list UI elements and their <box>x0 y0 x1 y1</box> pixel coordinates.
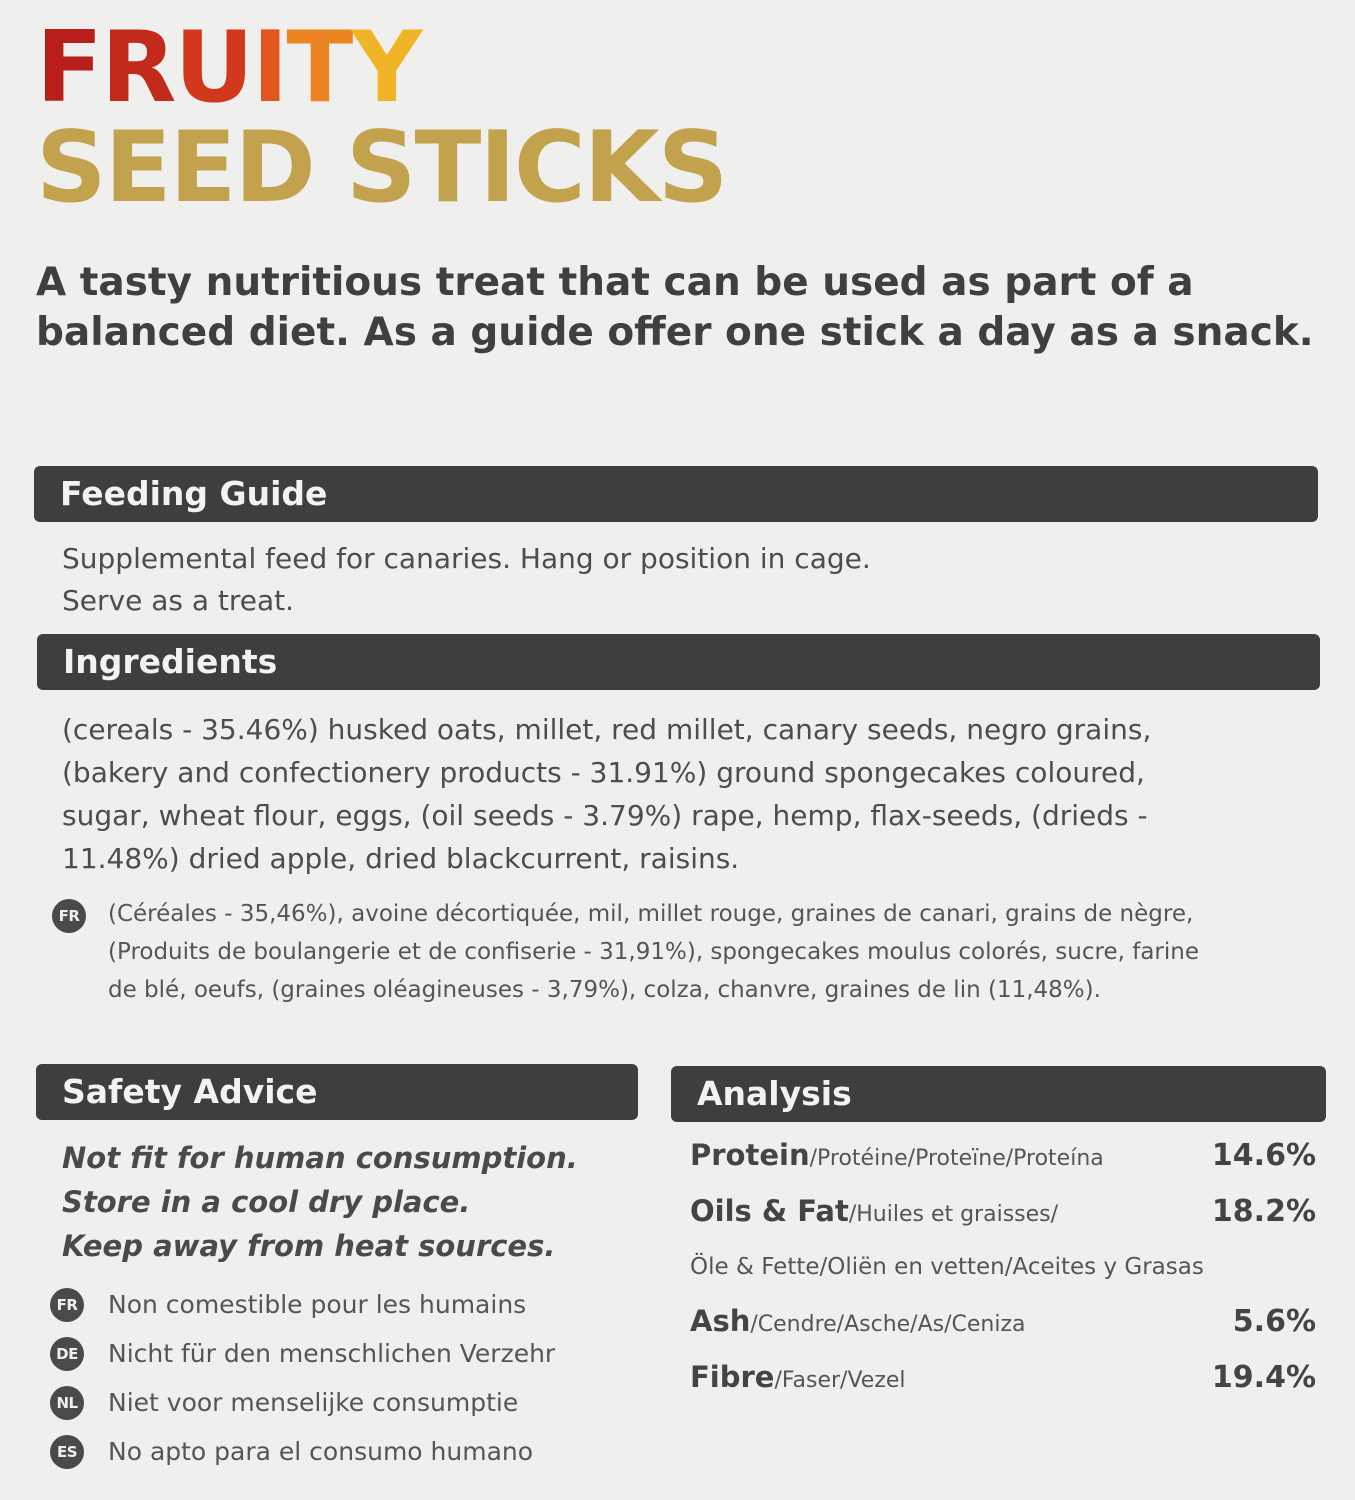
product-title <box>36 11 727 225</box>
analysis-row-ash <box>690 1304 1316 1339</box>
title-letter: T <box>286 11 352 125</box>
title-letter: R <box>100 11 175 125</box>
ingredients-text <box>62 708 1302 880</box>
feeding-guide-heading: Feeding Guide <box>34 466 1318 522</box>
product-tagline <box>36 258 1326 358</box>
safety-line: Keep away from heat sources. <box>62 1229 556 1263</box>
title-line-fruity <box>36 11 726 125</box>
lang-badge-de: DE <box>50 1337 84 1371</box>
safety-translation-text: Niet voor menselijke consumptie <box>108 1388 519 1417</box>
tagline-line-2: balanced diet. As a guide offer one stick a day as a snack. <box>36 310 1314 355</box>
feeding-guide-line-1: Supplemental feed for canaries. Hang or position in cage. <box>62 542 871 575</box>
analysis-value: 14.6% <box>1211 1138 1316 1173</box>
analysis-nutrient-name: Fibre <box>690 1360 775 1394</box>
analysis-nutrient-translations: /Faser/Vezel <box>774 1368 906 1393</box>
tagline-line-1: A tasty nutritious treat that can be used as part of a <box>36 260 1194 305</box>
ingredients-line: (bakery and confectionery products - 31.91%) ground spongecakes coloured, <box>62 756 1145 789</box>
lang-badge-es: ES <box>50 1435 84 1469</box>
ingredients-fr-line: de blé, oeufs, (graines oléagineuses - 3,79%), colza, chanvre, graines de lin (11,48%). <box>108 977 1101 1003</box>
lang-badge-nl: NL <box>50 1386 84 1420</box>
safety-advice-heading: Safety Advice <box>36 1064 638 1120</box>
analysis-value: 5.6% <box>1232 1304 1316 1339</box>
ingredients-french <box>52 895 1312 1009</box>
analysis-value: 19.4% <box>1211 1360 1316 1395</box>
analysis-row-protein <box>690 1138 1316 1173</box>
feeding-guide-text <box>62 538 871 622</box>
analysis-nutrient-translations: /Cendre/Asche/As/Ceniza <box>750 1312 1026 1337</box>
title-letter: I <box>252 11 287 125</box>
safety-advice-text <box>62 1136 578 1268</box>
safety-translation-text: No apto para el consumo humano <box>108 1437 534 1466</box>
analysis-row-fibre <box>690 1360 1316 1395</box>
lang-badge-fr: FR <box>50 1288 84 1322</box>
safety-translation-de <box>50 1329 555 1378</box>
safety-translation-es <box>50 1427 555 1476</box>
analysis-heading: Analysis <box>671 1066 1326 1122</box>
ingredients-fr-line: (Produits de boulangerie et de confiserie - 31,91%), spongecakes moulus colorés, sucre, farine <box>108 939 1199 965</box>
analysis-oils-continuation: Öle & Fette/Oliën en vetten/Aceites y Grasas <box>690 1254 1204 1280</box>
analysis-value: 18.2% <box>1211 1194 1316 1229</box>
safety-translations <box>50 1280 555 1476</box>
analysis-nutrient-translations: /Huiles et graisses/ <box>848 1202 1059 1227</box>
lang-badge-fr: FR <box>52 899 86 933</box>
ingredients-heading: Ingredients <box>37 634 1320 690</box>
analysis-nutrient-name: Protein <box>690 1138 810 1172</box>
safety-translation-fr <box>50 1280 555 1329</box>
feeding-guide-line-2: Serve as a treat. <box>62 584 295 617</box>
title-letter: Y <box>351 11 421 125</box>
analysis-nutrient-translations: /Protéine/Proteïne/Proteína <box>809 1146 1104 1171</box>
ingredients-line: 11.48%) dried apple, dried blackcurrent, raisins. <box>62 842 740 875</box>
ingredients-fr-line: (Céréales - 35,46%), avoine décortiquée, mil, millet rouge, graines de canari, grains de nègre, <box>108 901 1194 927</box>
safety-line: Store in a cool dry place. <box>62 1185 471 1219</box>
analysis-nutrient-name: Ash <box>690 1304 751 1338</box>
title-letter: F <box>36 11 101 125</box>
title-line-seed-sticks: SEED STICKS <box>36 111 727 225</box>
analysis-row-oils-fat <box>690 1194 1316 1229</box>
safety-translation-text: Non comestible pour les humains <box>108 1290 527 1319</box>
ingredients-line: sugar, wheat flour, eggs, (oil seeds - 3.79%) rape, hemp, flax-seeds, (drieds - <box>62 799 1148 832</box>
safety-line: Not fit for human consumption. <box>62 1141 578 1175</box>
title-letter: U <box>174 11 252 125</box>
analysis-nutrient-name: Oils & Fat <box>690 1194 849 1228</box>
safety-translation-nl <box>50 1378 555 1427</box>
ingredients-line: (cereals - 35.46%) husked oats, millet, red millet, canary seeds, negro grains, <box>62 713 1152 746</box>
safety-translation-text: Nicht für den menschlichen Verzehr <box>108 1339 556 1368</box>
